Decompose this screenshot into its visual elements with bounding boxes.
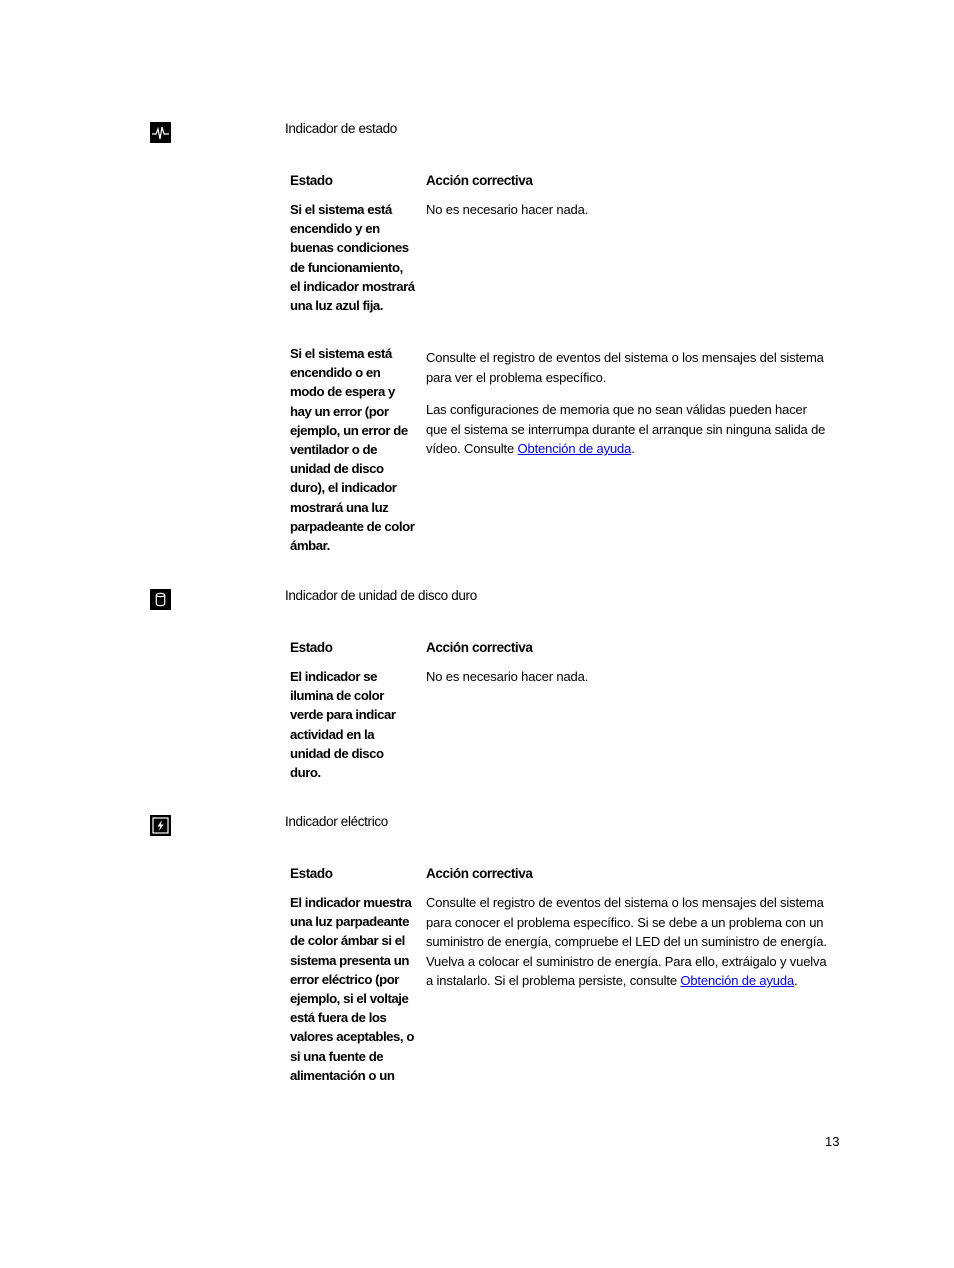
action-text: Consulte el registro de eventos del sistema o los mensajes del sistema para ver el problema específico. (426, 350, 824, 385)
section-title-electrical-indicator: Indicador eléctrico (285, 814, 388, 829)
column-header-action: Acción correctiva (426, 173, 533, 188)
column-header-state: Estado (290, 640, 333, 655)
action-cell (426, 893, 831, 991)
column-header-action: Acción correctiva (426, 640, 533, 655)
heartbeat-icon (150, 122, 171, 143)
section-title-hard-drive-indicator: Indicador de unidad de disco duro (285, 588, 477, 603)
section-title-status-indicator: Indicador de estado (285, 121, 397, 136)
hard-drive-icon (150, 589, 171, 610)
help-link[interactable]: Obtención de ayuda (680, 973, 795, 988)
power-bolt-icon (150, 815, 171, 836)
column-header-action: Acción correctiva (426, 866, 533, 881)
state-cell: El indicador muestra una luz parpadeante de color ámbar si el sistema presenta un error eléctrico (por ejemplo, si el voltaje está fuera de los valores aceptables, o si una fuente de alimentación o un (290, 895, 414, 1083)
action-text: Consulte el registro de eventos del sistema o los mensajes del sistema para conocer el problema específico. Si se debe a un problema con un suministro de energía, compruebe el LED del un suministro de energía. Vuelva a colocar el suministro de energía. Para ello, extráigalo y vuelva a instalarlo. Si el problema persiste, consulte Obtención de ayuda. (426, 895, 827, 988)
action-cell (426, 348, 831, 459)
state-cell: El indicador se ilumina de color verde para indicar actividad en la unidad de disco duro. (290, 669, 396, 781)
help-link[interactable]: Obtención de ayuda (517, 441, 632, 456)
action-cell (426, 667, 831, 687)
state-cell: Si el sistema está encendido y en buenas condiciones de funcionamiento, el indicador mostrará una luz azul fija. (290, 202, 415, 314)
action-cell (426, 200, 831, 220)
action-text: No es necesario hacer nada. (426, 202, 589, 217)
state-cell: Si el sistema está encendido o en modo de espera y hay un error (por ejemplo, un error de ventilador o de unidad de disco duro), el indicador mostrará una luz parpadeante de color ámbar. (290, 346, 415, 554)
action-text: No es necesario hacer nada. (426, 669, 589, 684)
action-text: Las configuraciones de memoria que no sean válidas pueden hacer que el sistema se interrumpa durante el arranque sin ninguna salida de vídeo. Consulte Obtención de ayuda. (426, 402, 826, 456)
column-header-state: Estado (290, 866, 333, 881)
page-number: 13 (825, 1134, 840, 1149)
column-header-state: Estado (290, 173, 333, 188)
